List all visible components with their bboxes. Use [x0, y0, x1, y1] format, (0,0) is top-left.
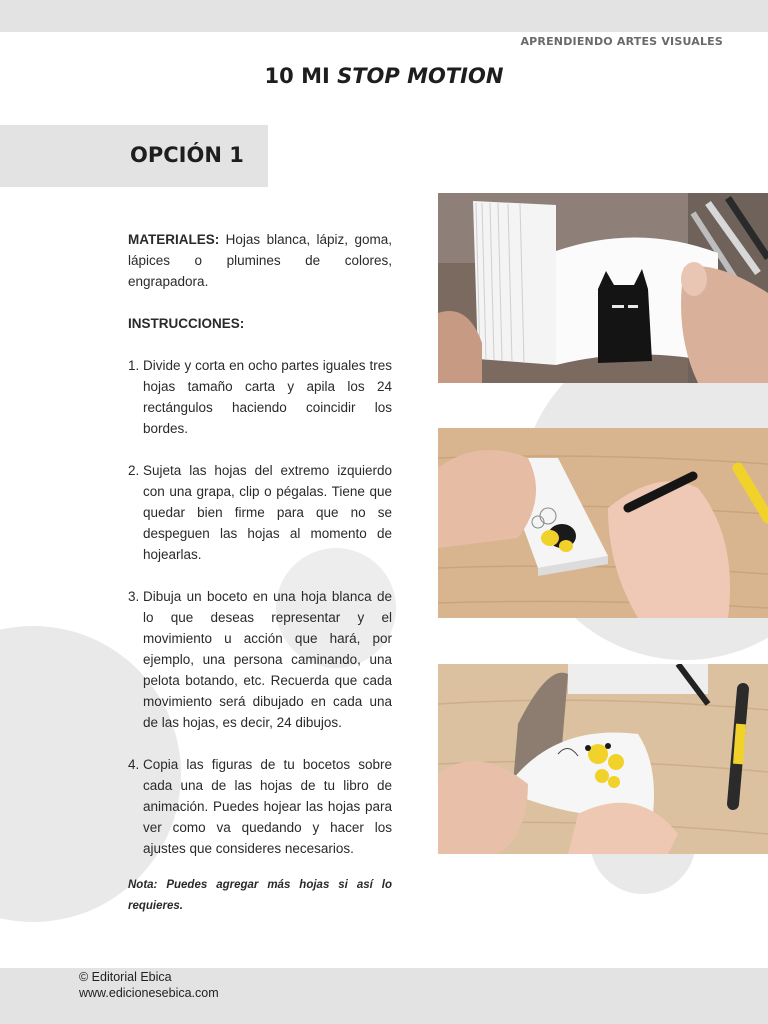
- materials-paragraph: [128, 229, 392, 292]
- instructions-column: [128, 229, 392, 917]
- photo-flipbook-batman-illustration: [438, 193, 768, 383]
- photo-flipping-book-illustration: [438, 664, 768, 854]
- note-text: Nota: Puedes agregar más hojas si así lo requieres.: [128, 879, 392, 912]
- instructions-heading: INSTRUCCIONES:: [128, 316, 245, 331]
- page-title-emphasis: STOP MOTION: [337, 64, 504, 88]
- step-number: 3.: [128, 589, 140, 604]
- step-text: Dibuja un boceto en una hoja blanca de lo que deseas representar y el movimiento u acción que hará, por ejemplo, una persona caminando, una pelota botando, etc. Recuerda que cada movimiento será dibujado en cada una de las hojas, es decir, 24 dibujos.: [143, 589, 392, 730]
- step-4: [128, 754, 392, 859]
- photo-drawing-flipbook: [438, 428, 768, 618]
- footer: [79, 969, 219, 1001]
- step-2: [128, 460, 392, 565]
- top-band: [0, 0, 768, 32]
- step-number: 4.: [128, 757, 140, 772]
- page-title-prefix: 10 MI: [264, 64, 338, 88]
- step-number: 2.: [128, 463, 140, 478]
- section-title: OPCIÓN 1: [130, 143, 244, 167]
- materials-text: Hojas blanca, lápiz, goma, lápices o plumines de colores, engrapadora.: [128, 232, 392, 289]
- photo-flipbook-batman: [438, 193, 768, 383]
- footer-copyright: © Editorial Ebica: [79, 970, 172, 984]
- step-3: [128, 586, 392, 733]
- footer-website[interactable]: www.edicionesebica.com: [79, 986, 219, 1000]
- materials-label: MATERIALES:: [128, 232, 220, 247]
- page-title: [0, 64, 768, 88]
- step-text: Divide y corta en ocho partes iguales tres hojas tamaño carta y apila los 24 rectángulos haciendo coincidir los bordes.: [143, 358, 392, 436]
- step-number: 1.: [128, 358, 140, 373]
- photo-flipping-book: [438, 664, 768, 854]
- photo-drawing-flipbook-illustration: [438, 428, 768, 618]
- header-section-label: APRENDIENDO ARTES VISUALES: [520, 35, 723, 48]
- step-text: Sujeta las hojas del extremo izquierdo con una grapa, clip o pégalas. Tiene que quedar bien firme para que no se despeguen las hojas al momento de hojearlas.: [143, 463, 392, 562]
- step-1: [128, 355, 392, 439]
- step-text: Copia las figuras de tu bocetos sobre cada una de las hojas de tu libro de animación. Puedes hojear las hojas para ver como va quedando y hacer los ajustes que consideres necesarios.: [143, 757, 392, 856]
